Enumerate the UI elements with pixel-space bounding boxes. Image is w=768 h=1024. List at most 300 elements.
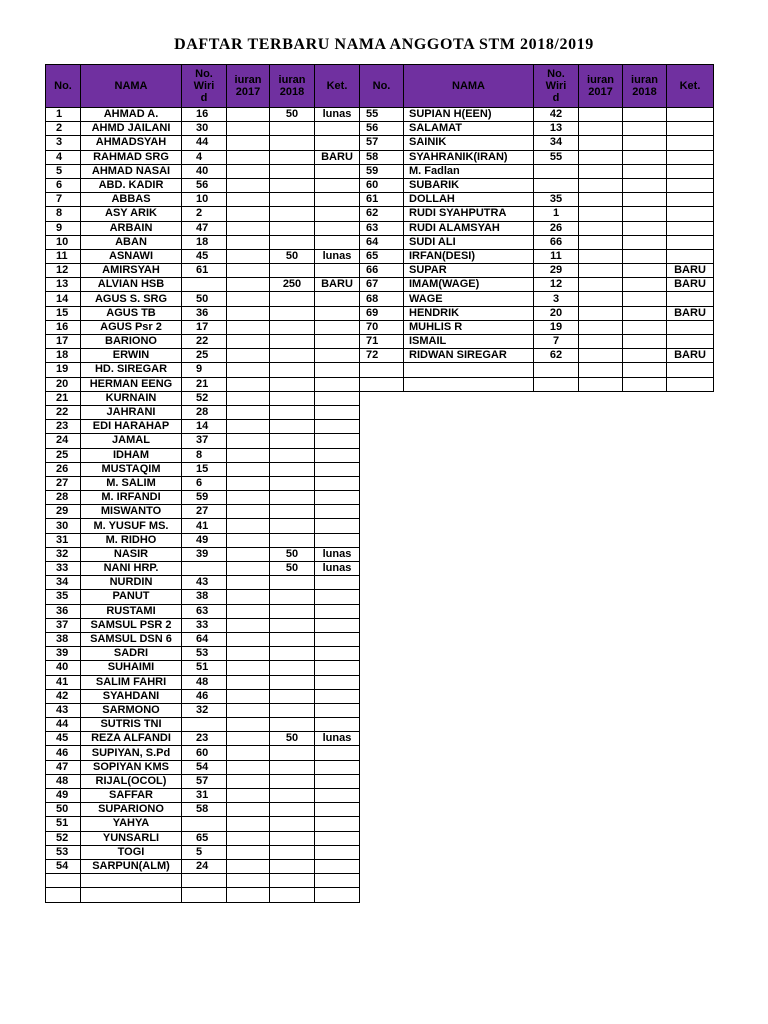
cell-nama: NANI HRP. [81, 562, 182, 576]
cell-iuran-2017 [227, 888, 270, 902]
cell-iuran-2018 [270, 235, 315, 249]
table-row [46, 718, 360, 732]
cell-ket [315, 888, 360, 902]
cell-no: 24 [46, 434, 81, 448]
cell-no: 58 [360, 150, 404, 164]
table-row [46, 576, 360, 590]
header-no: No. [46, 65, 81, 108]
cell-ket [315, 349, 360, 363]
header-iuran-2017-line1: iuran [234, 74, 262, 86]
cell-ket [315, 221, 360, 235]
cell-no: 3 [46, 136, 81, 150]
cell-ket: BARU [315, 278, 360, 292]
cell-ket: lunas [315, 732, 360, 746]
cell-ket [315, 235, 360, 249]
cell-no: 21 [46, 391, 81, 405]
cell-ket [315, 661, 360, 675]
cell-iuran-2018 [270, 845, 315, 859]
cell-iuran-2018 [270, 505, 315, 519]
cell-no-wirid: 17 [182, 320, 227, 334]
cell-no-wirid: 34 [534, 136, 579, 150]
cell-no: 62 [360, 207, 404, 221]
header-ket: Ket. [667, 65, 714, 108]
table-row [360, 278, 714, 292]
cell-no-wirid: 22 [182, 335, 227, 349]
cell-nama: SARPUN(ALM) [81, 859, 182, 873]
cell-iuran-2018: 50 [270, 547, 315, 561]
cell-no-wirid: 16 [182, 108, 227, 122]
cell-iuran-2018 [270, 888, 315, 902]
header-iuran-2018-line1: iuran [278, 74, 306, 86]
cell-no: 40 [46, 661, 81, 675]
cell-no-wirid: 44 [182, 136, 227, 150]
table-row [46, 377, 360, 391]
cell-ket [667, 193, 714, 207]
cell-iuran-2018 [270, 859, 315, 873]
cell-iuran-2017 [579, 349, 623, 363]
table-row [46, 136, 360, 150]
cell-iuran-2017 [227, 817, 270, 831]
cell-ket [667, 292, 714, 306]
cell-ket [667, 207, 714, 221]
cell-ket [315, 831, 360, 845]
cell-iuran-2017 [227, 632, 270, 646]
cell-no-wirid [182, 562, 227, 576]
cell-iuran-2018 [270, 377, 315, 391]
cell-no-wirid: 13 [534, 122, 579, 136]
cell-no-wirid: 7 [534, 335, 579, 349]
cell-ket [315, 675, 360, 689]
cell-iuran-2018 [270, 675, 315, 689]
cell-nama: M. YUSUF MS. [81, 519, 182, 533]
cell-no-wirid: 60 [182, 746, 227, 760]
table-row [46, 831, 360, 845]
cell-iuran-2017 [227, 136, 270, 150]
cell-iuran-2018 [270, 576, 315, 590]
cell-iuran-2018 [270, 306, 315, 320]
document-title: DAFTAR TERBARU NAMA ANGGOTA STM 2018/2019 [174, 36, 594, 53]
members-table-right [359, 64, 714, 392]
cell-ket [315, 335, 360, 349]
cell-ket [315, 178, 360, 192]
cell-ket [315, 405, 360, 419]
cell-iuran-2018 [270, 874, 315, 888]
cell-no: 9 [46, 221, 81, 235]
cell-ket: lunas [315, 108, 360, 122]
cell-ket [315, 760, 360, 774]
cell-iuran-2018 [270, 391, 315, 405]
cell-no: 72 [360, 349, 404, 363]
cell-no: 51 [46, 817, 81, 831]
cell-nama: YAHYA [81, 817, 182, 831]
cell-no-wirid: 63 [182, 604, 227, 618]
table-row [46, 519, 360, 533]
cell-iuran-2017 [227, 689, 270, 703]
cell-no: 44 [46, 718, 81, 732]
cell-no: 38 [46, 632, 81, 646]
cell-ket [315, 476, 360, 490]
cell-iuran-2017 [579, 164, 623, 178]
cell-no: 20 [46, 377, 81, 391]
cell-iuran-2017 [579, 136, 623, 150]
cell-iuran-2018 [623, 136, 667, 150]
cell-nama: SAFFAR [81, 789, 182, 803]
cell-iuran-2017 [227, 618, 270, 632]
cell-nama: ASY ARIK [81, 207, 182, 221]
table-header-row [46, 65, 360, 108]
cell-iuran-2018 [270, 689, 315, 703]
table-row [360, 207, 714, 221]
cell-no: 12 [46, 264, 81, 278]
cell-nama: RUDI SYAHPUTRA [404, 207, 534, 221]
table-row [46, 320, 360, 334]
cell-nama: YUNSARLI [81, 831, 182, 845]
cell-ket: BARU [667, 349, 714, 363]
cell-iuran-2017 [227, 859, 270, 873]
cell-iuran-2018 [270, 647, 315, 661]
cell-nama: JAHRANI [81, 405, 182, 419]
table-row [46, 278, 360, 292]
cell-no-wirid: 19 [534, 320, 579, 334]
cell-iuran-2018 [623, 377, 667, 391]
cell-iuran-2018 [270, 661, 315, 675]
table-row [46, 178, 360, 192]
table-row [46, 491, 360, 505]
cell-iuran-2017 [579, 178, 623, 192]
table-row [46, 448, 360, 462]
table-row [46, 746, 360, 760]
cell-iuran-2018 [623, 235, 667, 249]
table-row [46, 122, 360, 136]
cell-ket [315, 604, 360, 618]
cell-iuran-2018 [623, 150, 667, 164]
header-iuran-2017-line2: 2017 [235, 86, 261, 98]
table-row [46, 703, 360, 717]
cell-nama: RIJAL(OCOL) [81, 774, 182, 788]
cell-nama: SADRI [81, 647, 182, 661]
cell-iuran-2017 [227, 178, 270, 192]
cell-no-wirid: 38 [182, 590, 227, 604]
table-row [46, 817, 360, 831]
cell-iuran-2018 [270, 178, 315, 192]
header-wirid-line2: Wiri [193, 80, 215, 92]
header-wirid-line3: d [552, 92, 560, 104]
cell-ket [315, 874, 360, 888]
cell-iuran-2017 [227, 434, 270, 448]
cell-no-wirid: 20 [534, 306, 579, 320]
cell-iuran-2018: 50 [270, 732, 315, 746]
cell-nama: HD. SIREGAR [81, 363, 182, 377]
header-no: No. [360, 65, 404, 108]
table-row [360, 178, 714, 192]
cell-ket [315, 207, 360, 221]
cell-ket [315, 122, 360, 136]
cell-no: 68 [360, 292, 404, 306]
cell-nama: TOGI [81, 845, 182, 859]
cell-iuran-2017 [227, 746, 270, 760]
cell-nama: JAMAL [81, 434, 182, 448]
cell-iuran-2018 [623, 207, 667, 221]
table-row [46, 264, 360, 278]
cell-ket [315, 434, 360, 448]
header-iuran-2017 [227, 65, 270, 108]
table-row [46, 647, 360, 661]
table-row [46, 632, 360, 646]
table-row [46, 604, 360, 618]
cell-iuran-2017 [227, 533, 270, 547]
cell-nama: NURDIN [81, 576, 182, 590]
table-row [46, 150, 360, 164]
cell-iuran-2018 [270, 618, 315, 632]
cell-no-wirid: 21 [182, 377, 227, 391]
header-nama: NAMA [404, 65, 534, 108]
cell-iuran-2018 [270, 462, 315, 476]
cell-ket [667, 377, 714, 391]
cell-iuran-2018 [270, 193, 315, 207]
cell-iuran-2017 [227, 604, 270, 618]
cell-iuran-2017 [227, 150, 270, 164]
cell-no-wirid: 6 [182, 476, 227, 490]
table-row [46, 547, 360, 561]
table-body-left [46, 108, 360, 903]
cell-iuran-2018 [270, 136, 315, 150]
table-row [46, 789, 360, 803]
cell-no [360, 363, 404, 377]
table-row [46, 349, 360, 363]
cell-no-wirid: 30 [182, 122, 227, 136]
cell-no-wirid: 36 [182, 306, 227, 320]
cell-no: 23 [46, 420, 81, 434]
cell-iuran-2017 [579, 249, 623, 263]
table-row [360, 306, 714, 320]
table-row [46, 235, 360, 249]
cell-nama: ISMAIL [404, 335, 534, 349]
table-row [46, 207, 360, 221]
cell-nama: AGUS S. SRG [81, 292, 182, 306]
cell-nama: RIDWAN SIREGAR [404, 349, 534, 363]
cell-no-wirid [534, 164, 579, 178]
cell-iuran-2017 [227, 207, 270, 221]
members-table-left [45, 64, 360, 903]
cell-iuran-2018 [270, 774, 315, 788]
cell-no: 28 [46, 491, 81, 505]
cell-nama [404, 377, 534, 391]
cell-no-wirid [182, 817, 227, 831]
cell-no-wirid: 58 [182, 803, 227, 817]
cell-iuran-2018 [270, 703, 315, 717]
cell-nama: AMIRSYAH [81, 264, 182, 278]
cell-ket: lunas [315, 249, 360, 263]
table-row [360, 377, 714, 391]
cell-nama: ALVIAN HSB [81, 278, 182, 292]
table-body-right [360, 108, 714, 392]
cell-no: 36 [46, 604, 81, 618]
table-row [46, 306, 360, 320]
cell-iuran-2018 [623, 306, 667, 320]
table-row [46, 590, 360, 604]
cell-no-wirid: 35 [534, 193, 579, 207]
table-row [360, 108, 714, 122]
cell-iuran-2017 [227, 647, 270, 661]
table-row [46, 193, 360, 207]
cell-nama: ASNAWI [81, 249, 182, 263]
table-row [46, 505, 360, 519]
cell-no-wirid: 23 [182, 732, 227, 746]
cell-no: 6 [46, 178, 81, 192]
cell-iuran-2018 [270, 349, 315, 363]
cell-iuran-2018 [270, 817, 315, 831]
cell-iuran-2018 [623, 363, 667, 377]
table-row [46, 618, 360, 632]
cell-no-wirid: 11 [534, 249, 579, 263]
cell-iuran-2017 [227, 505, 270, 519]
cell-iuran-2018 [270, 164, 315, 178]
cell-no: 65 [360, 249, 404, 263]
cell-ket [315, 292, 360, 306]
cell-nama: AHMADSYAH [81, 136, 182, 150]
table-row [46, 732, 360, 746]
cell-iuran-2017 [227, 661, 270, 675]
cell-no-wirid: 56 [182, 178, 227, 192]
cell-nama: SALIM FAHRI [81, 675, 182, 689]
cell-no-wirid: 41 [182, 519, 227, 533]
table-row [360, 122, 714, 136]
cell-nama: SUBARIK [404, 178, 534, 192]
cell-iuran-2017 [579, 207, 623, 221]
cell-iuran-2018 [270, 420, 315, 434]
cell-ket [667, 320, 714, 334]
cell-nama: SAMSUL DSN 6 [81, 632, 182, 646]
table-row [46, 774, 360, 788]
cell-no-wirid: 14 [182, 420, 227, 434]
cell-no-wirid: 59 [182, 491, 227, 505]
cell-no-wirid: 47 [182, 221, 227, 235]
cell-nama: IMAM(WAGE) [404, 278, 534, 292]
cell-iuran-2017 [227, 831, 270, 845]
cell-nama: ABD. KADIR [81, 178, 182, 192]
cell-ket [315, 462, 360, 476]
cell-ket [315, 817, 360, 831]
header-ket: Ket. [315, 65, 360, 108]
cell-iuran-2017 [227, 221, 270, 235]
cell-iuran-2017 [227, 377, 270, 391]
cell-ket [315, 491, 360, 505]
cell-iuran-2017 [579, 320, 623, 334]
table-row [46, 249, 360, 263]
cell-iuran-2018 [623, 164, 667, 178]
cell-iuran-2017 [227, 122, 270, 136]
cell-ket: lunas [315, 562, 360, 576]
cell-iuran-2017 [227, 789, 270, 803]
cell-no-wirid: 42 [534, 108, 579, 122]
cell-ket: BARU [315, 150, 360, 164]
cell-no-wirid: 57 [182, 774, 227, 788]
cell-no-wirid: 32 [182, 703, 227, 717]
header-iuran-2017 [579, 65, 623, 108]
cell-nama: REZA ALFANDI [81, 732, 182, 746]
cell-ket [667, 335, 714, 349]
cell-no-wirid: 5 [182, 845, 227, 859]
table-row [46, 462, 360, 476]
table-row [46, 859, 360, 873]
header-iuran-2018-line2: 2018 [632, 86, 657, 98]
table-row [46, 476, 360, 490]
cell-iuran-2018 [270, 533, 315, 547]
cell-iuran-2018 [270, 519, 315, 533]
cell-ket [667, 221, 714, 235]
cell-iuran-2018: 50 [270, 562, 315, 576]
cell-iuran-2018 [623, 278, 667, 292]
cell-iuran-2018 [270, 590, 315, 604]
cell-no: 4 [46, 150, 81, 164]
cell-nama: KURNAIN [81, 391, 182, 405]
table-row [46, 689, 360, 703]
cell-nama: MUHLIS R [404, 320, 534, 334]
cell-nama: WAGE [404, 292, 534, 306]
cell-iuran-2017 [579, 292, 623, 306]
cell-no: 26 [46, 462, 81, 476]
cell-no-wirid: 62 [534, 349, 579, 363]
cell-no: 43 [46, 703, 81, 717]
cell-no: 11 [46, 249, 81, 263]
header-wirid-line1: No. [547, 68, 565, 80]
cell-iuran-2017 [579, 193, 623, 207]
cell-iuran-2018 [623, 178, 667, 192]
cell-iuran-2017 [227, 732, 270, 746]
cell-iuran-2017 [579, 377, 623, 391]
table-row [46, 661, 360, 675]
cell-nama: PANUT [81, 590, 182, 604]
cell-ket [315, 193, 360, 207]
table-row [360, 249, 714, 263]
cell-nama: M. Fadlan [404, 164, 534, 178]
cell-no-wirid: 18 [182, 235, 227, 249]
table-row [360, 235, 714, 249]
cell-no-wirid: 3 [534, 292, 579, 306]
cell-nama: ABBAS [81, 193, 182, 207]
cell-iuran-2018 [623, 264, 667, 278]
cell-no-wirid: 8 [182, 448, 227, 462]
cell-ket: BARU [667, 264, 714, 278]
cell-no-wirid: 15 [182, 462, 227, 476]
cell-iuran-2017 [227, 264, 270, 278]
cell-no: 69 [360, 306, 404, 320]
cell-iuran-2017 [227, 448, 270, 462]
cell-no-wirid: 28 [182, 405, 227, 419]
cell-ket [667, 249, 714, 263]
header-wirid-line2: Wiri [545, 80, 567, 92]
header-iuran-2018 [623, 65, 667, 108]
table-row [360, 335, 714, 349]
cell-iuran-2017 [227, 491, 270, 505]
cell-iuran-2018: 50 [270, 249, 315, 263]
header-iuran-2018 [270, 65, 315, 108]
cell-no: 61 [360, 193, 404, 207]
cell-iuran-2017 [579, 264, 623, 278]
table-row [46, 888, 360, 902]
cell-no: 39 [46, 647, 81, 661]
cell-iuran-2017 [227, 718, 270, 732]
table-row [360, 136, 714, 150]
cell-iuran-2018 [270, 789, 315, 803]
cell-no: 25 [46, 448, 81, 462]
cell-iuran-2018 [623, 249, 667, 263]
cell-nama: SUPARIONO [81, 803, 182, 817]
cell-iuran-2018 [270, 405, 315, 419]
cell-nama: SUPIYAN, S.Pd [81, 746, 182, 760]
cell-iuran-2018 [270, 221, 315, 235]
cell-iuran-2017 [579, 122, 623, 136]
